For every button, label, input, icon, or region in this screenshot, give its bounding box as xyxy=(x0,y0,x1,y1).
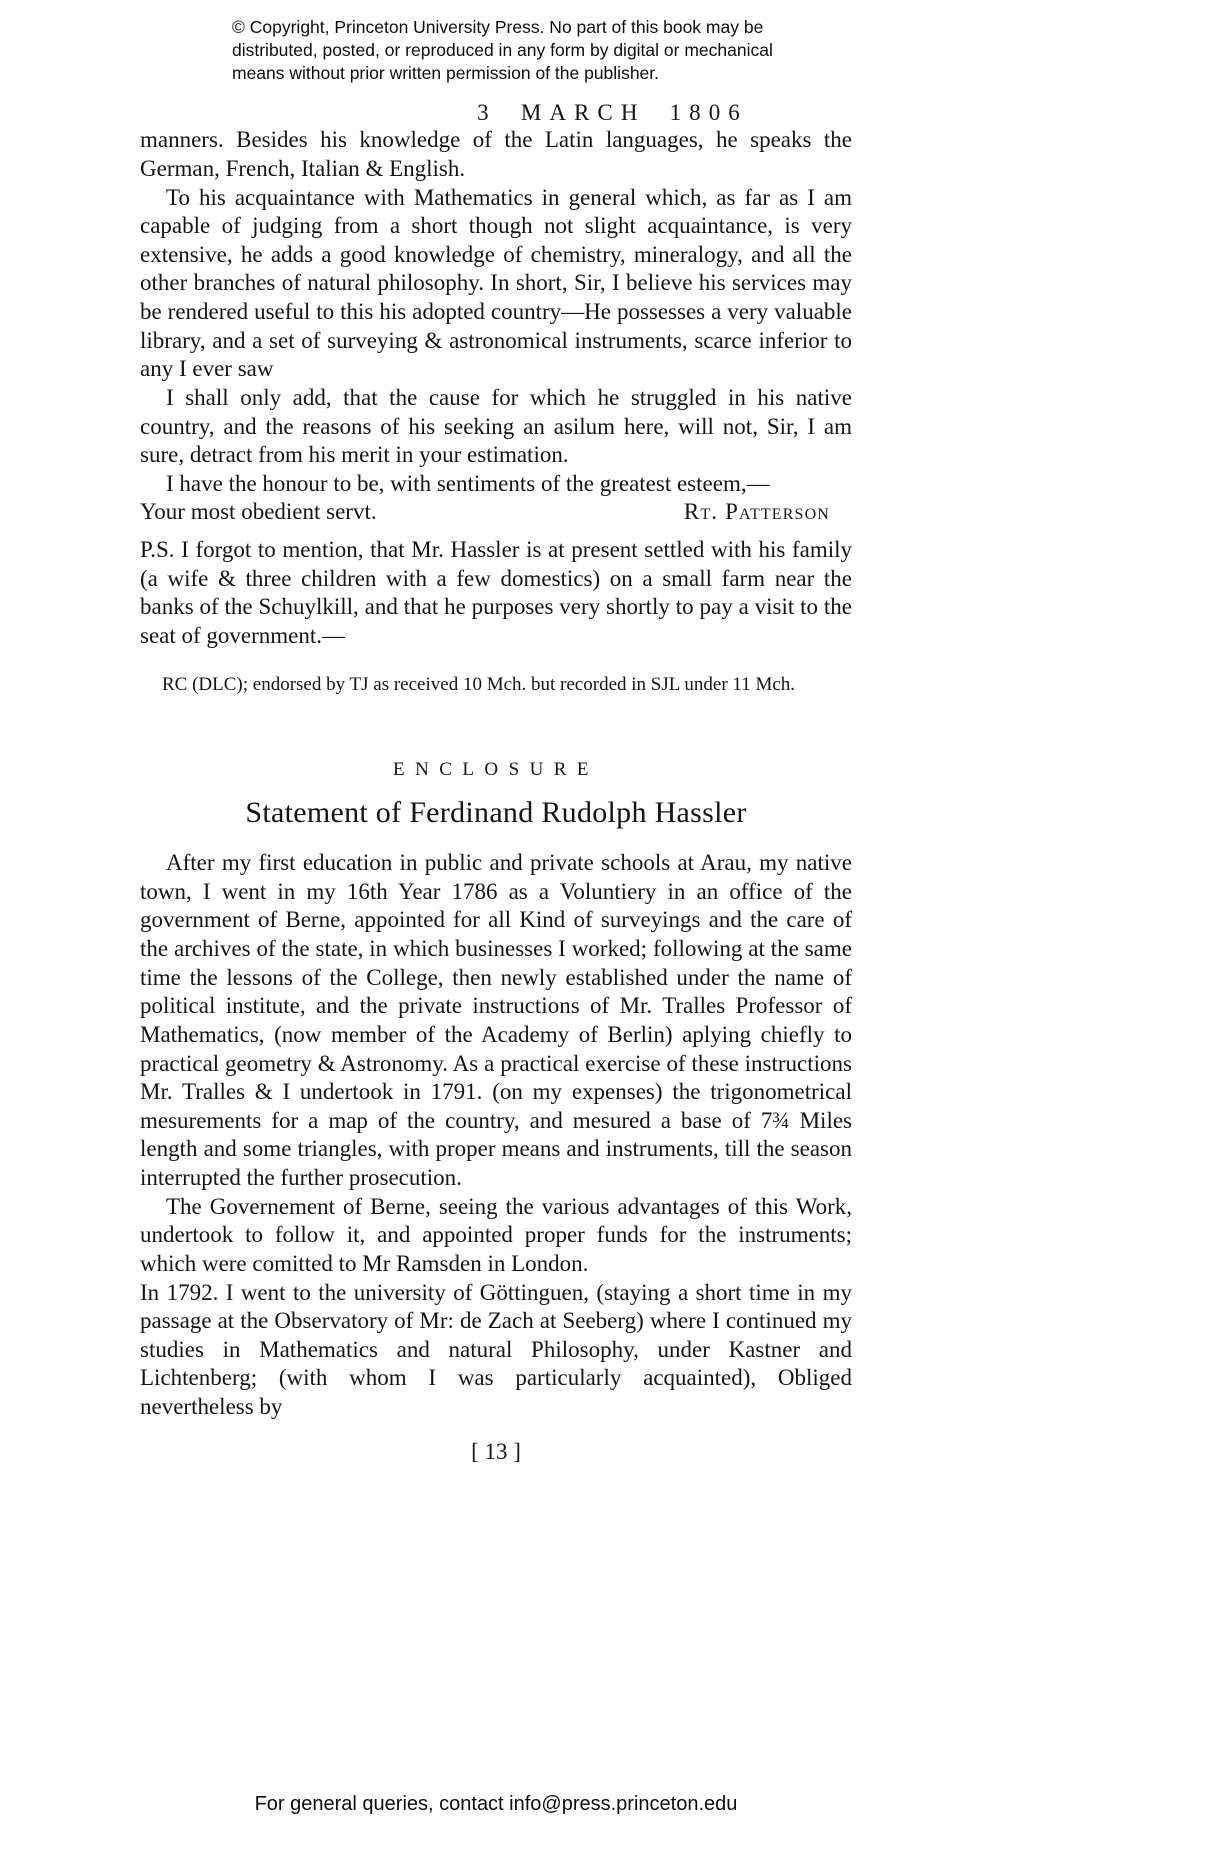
page-number: [ 13 ] xyxy=(471,1438,521,1464)
copyright-notice: © Copyright, Princeton University Press. No part of this book may be distributed, posted, or reproduced in any form by digital or mechanical means without prior written permission of the publisher. xyxy=(232,17,773,83)
signature-row xyxy=(140,498,852,527)
letter-paragraph: To his acquaintance with Mathematics in general which, as far as I am capable of judging from a short though not slight acquaintance, is very extensive, he adds a good knowledge of chemistry, mineralogy, and all the other branches of natural philosophy. In short, Sir, I believe his services may be rendered useful to this his adopted country—He possesses a very valuable library, and a set of surveying & astronomical instruments, scarce inferior to any I ever saw xyxy=(140,184,852,382)
postscript: P.S. I forgot to mention, that Mr. Hassler is at present settled with his family (a wife & three children with a few domestics) on a small farm near the banks of the Schuylkill, and that he purposes very shortly to pay a visit to the seat of government.— xyxy=(140,537,852,648)
signature-name: Rt. Patterson xyxy=(683,499,830,525)
letter-closing-line: I have the honour to be, with sentiments of the greatest esteem,— xyxy=(166,470,770,496)
footer-contact: For general queries, contact info@press.princeton.edu xyxy=(254,1793,738,1815)
letter-paragraph: manners. Besides his knowledge of the Latin languages, he speaks the German, French, Italian & English. xyxy=(140,127,852,181)
enclosure-paragraph: In 1792. I went to the university of Göttinguen, (staying a short time in my passage at the Observatory of Mr: de Zach at Seeberg) where I continued my studies in Mathematics and natural Philosophy, under Kastner and Lichtenberg; (with whom I was particularly acquainted), Obliged nevertheless by xyxy=(140,1279,852,1419)
closing-salutation: Your most obedient servt. xyxy=(140,499,377,525)
enclosure-label: ENCLOSURE xyxy=(393,759,599,781)
text-column xyxy=(140,126,852,1466)
enclosure-paragraph: The Governement of Berne, seeing the various advantages of this Work, undertook to follow it, and appointed proper funds for the instruments; which were comitted to Mr Ramsden in London. xyxy=(140,1193,852,1276)
letter-paragraph: I shall only add, that the cause for which he struggled in his native country, and the reasons of his seeking an asilum here, will not, Sir, I am sure, detract from his merit in your estimation. xyxy=(140,384,852,468)
running-head-date: 3 MARCH 1806 xyxy=(477,100,748,126)
enclosure-title: Statement of Ferdinand Rudolph Hassler xyxy=(245,795,747,829)
enclosure-paragraph: After my first education in public and private schools at Arau, my native town, I went in my 16th Year 1786 as a Voluntiery in an office of the government of Berne, appointed for all Kind of surveyings and the care of the archives of the state, in which businesses I worked; following at the same time the lessons of the College, then newly established under the name of political institute, and the private instructions of Mr. Tralles Professor of Mathematics, (now member of the Academy of Berlin) aplying chiefly to practical geometry & Astronomy. As a practical exercise of these instructions Mr. Tralles & I undertook in 1791. (on my expenses) the trigonometrical mesurements for a map of the country, and mesured a base of 7¾ Miles length and some triangles, with proper means and instruments, till the season interrupted the further prosecution. xyxy=(140,850,852,1190)
source-note: RC (DLC); endorsed by TJ as received 10 Mch. but recorded in SJL under 11 Mch. xyxy=(162,673,796,695)
